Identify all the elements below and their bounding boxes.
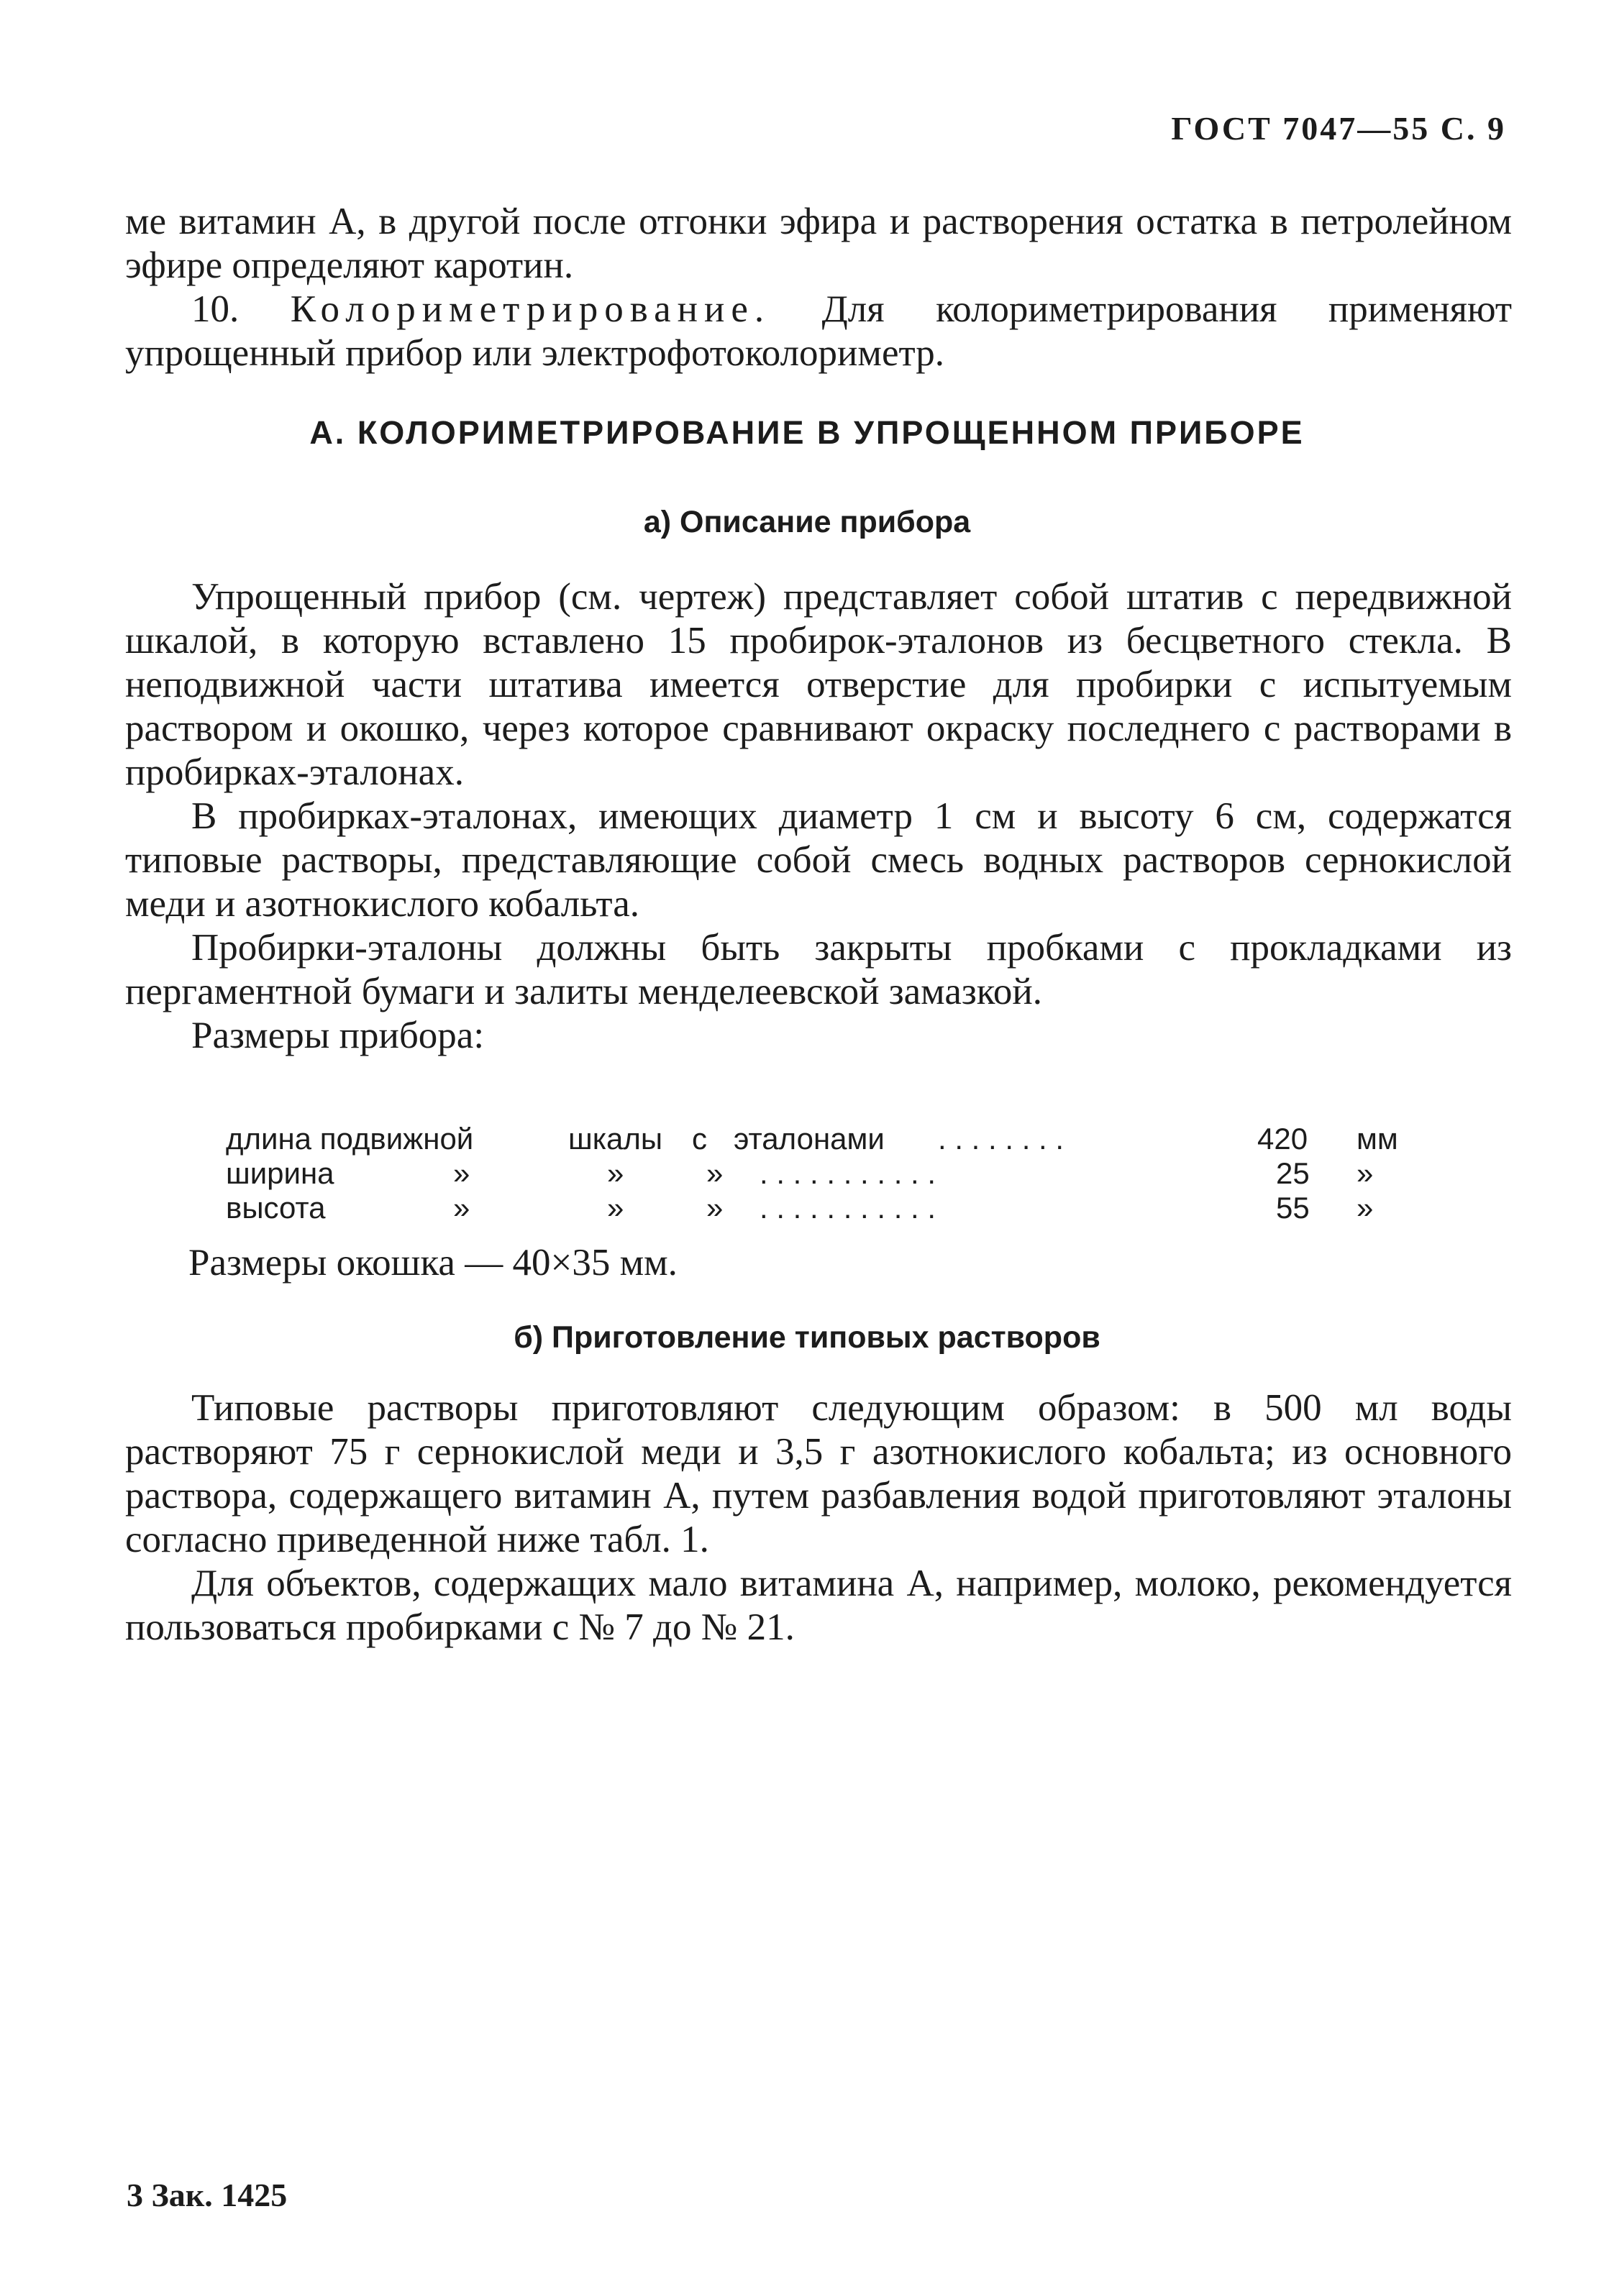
page-header: ГОСТ 7047—55 С. 9 — [1171, 110, 1506, 147]
dim-unit: » — [1357, 1156, 1374, 1190]
dim-col3: с — [692, 1122, 707, 1156]
paragraph-tubes: В пробирках-эталонах, имеющих диаметр 1 см и высоту 6 см, содержатся типовые растворы, представляющие собой смесь водных растворов сернокислой меди и азотнокислого кобальта. — [125, 795, 1512, 925]
dim-col2: » — [453, 1156, 470, 1190]
dim-label: высота — [226, 1191, 326, 1225]
section-a-text — [125, 575, 1512, 1058]
dim-dots: . . . . . . . . . . . — [760, 1156, 936, 1190]
dim-col4: » — [706, 1156, 724, 1190]
subsection-b-title: б) Приготовление типовых растворов — [514, 1320, 1100, 1355]
section-b-text — [125, 1386, 1512, 1650]
dim-col4: эталонами — [734, 1122, 885, 1156]
paragraph-sizes-label: Размеры прибора: — [191, 1015, 485, 1056]
dim-col2: шкалы — [568, 1122, 663, 1156]
window-size: Размеры окошка — 40×35 мм. — [188, 1242, 678, 1284]
paragraph-description: Упрощенный прибор (см. чертеж) представляет собой штатив с передвижной шкалой, в которую вставлено 15 пробирок-эталонов из бесцветного стекла. В неподвижной части штатива имеется отверстие для пробирки с испытуемым раствором и окошко, через которое сравнивают окраску последнего с растворами в пробирках-эталонах. — [125, 576, 1512, 793]
dim-col3: » — [607, 1191, 624, 1225]
paragraph-milk: Для объектов, содержащих мало витамина А, например, молоко, рекомендуется пользоваться пробирками с № 7 до № 21. — [125, 1563, 1512, 1648]
paragraph-stoppers: Пробирки-эталоны должны быть закрыты пробками с прокладками из пергаментной бумаги и залиты менделеевской замазкой. — [125, 927, 1512, 1012]
dim-value: 420 — [1257, 1122, 1308, 1156]
dim-value: 25 — [1276, 1156, 1310, 1190]
spaced-term: Колориметрирование. — [290, 288, 771, 330]
page-footer: 3 Зак. 1425 — [127, 2177, 288, 2213]
dim-value: 55 — [1276, 1191, 1310, 1225]
dim-col4: » — [706, 1191, 724, 1225]
dim-label: ширина — [226, 1156, 334, 1190]
section-a-title: А. КОЛОРИМЕТРИРОВАНИЕ В УПРОЩЕННОМ ПРИБОРЕ — [309, 414, 1305, 451]
dim-col3: » — [607, 1156, 624, 1190]
paragraph-colorimetry — [125, 288, 1512, 375]
dim-label: длина подвижной — [226, 1122, 474, 1156]
dim-unit: мм — [1357, 1122, 1398, 1156]
paragraph-rest: Для колориметрирования применяют упрощенный прибор или электрофотоколориметр. — [125, 288, 1513, 374]
dim-unit: » — [1357, 1191, 1374, 1225]
dim-dots: . . . . . . . . . . . — [760, 1191, 936, 1225]
dim-col2: » — [453, 1191, 470, 1225]
subsection-a-title: а) Описание прибора — [643, 505, 971, 539]
paragraph-preparation: Типовые растворы приготовляют следующим образом: в 500 мл воды растворяют 75 г сернокислой меди и 3,5 г азотнокислого кобальта; из основного раствора, содержащего витамин А, путем разбавления водой приготовляют эталоны согласно приведенной ниже табл. 1. — [125, 1387, 1512, 1560]
intro-text — [125, 200, 1512, 375]
dim-dots: . . . . . . . . — [938, 1122, 1064, 1156]
paragraph-continuation: ме витамин А, в другой после отгонки эфира и растворения остатка в петролейном эфире определяют каротин. — [125, 201, 1512, 286]
item-number: 10. — [191, 288, 240, 330]
